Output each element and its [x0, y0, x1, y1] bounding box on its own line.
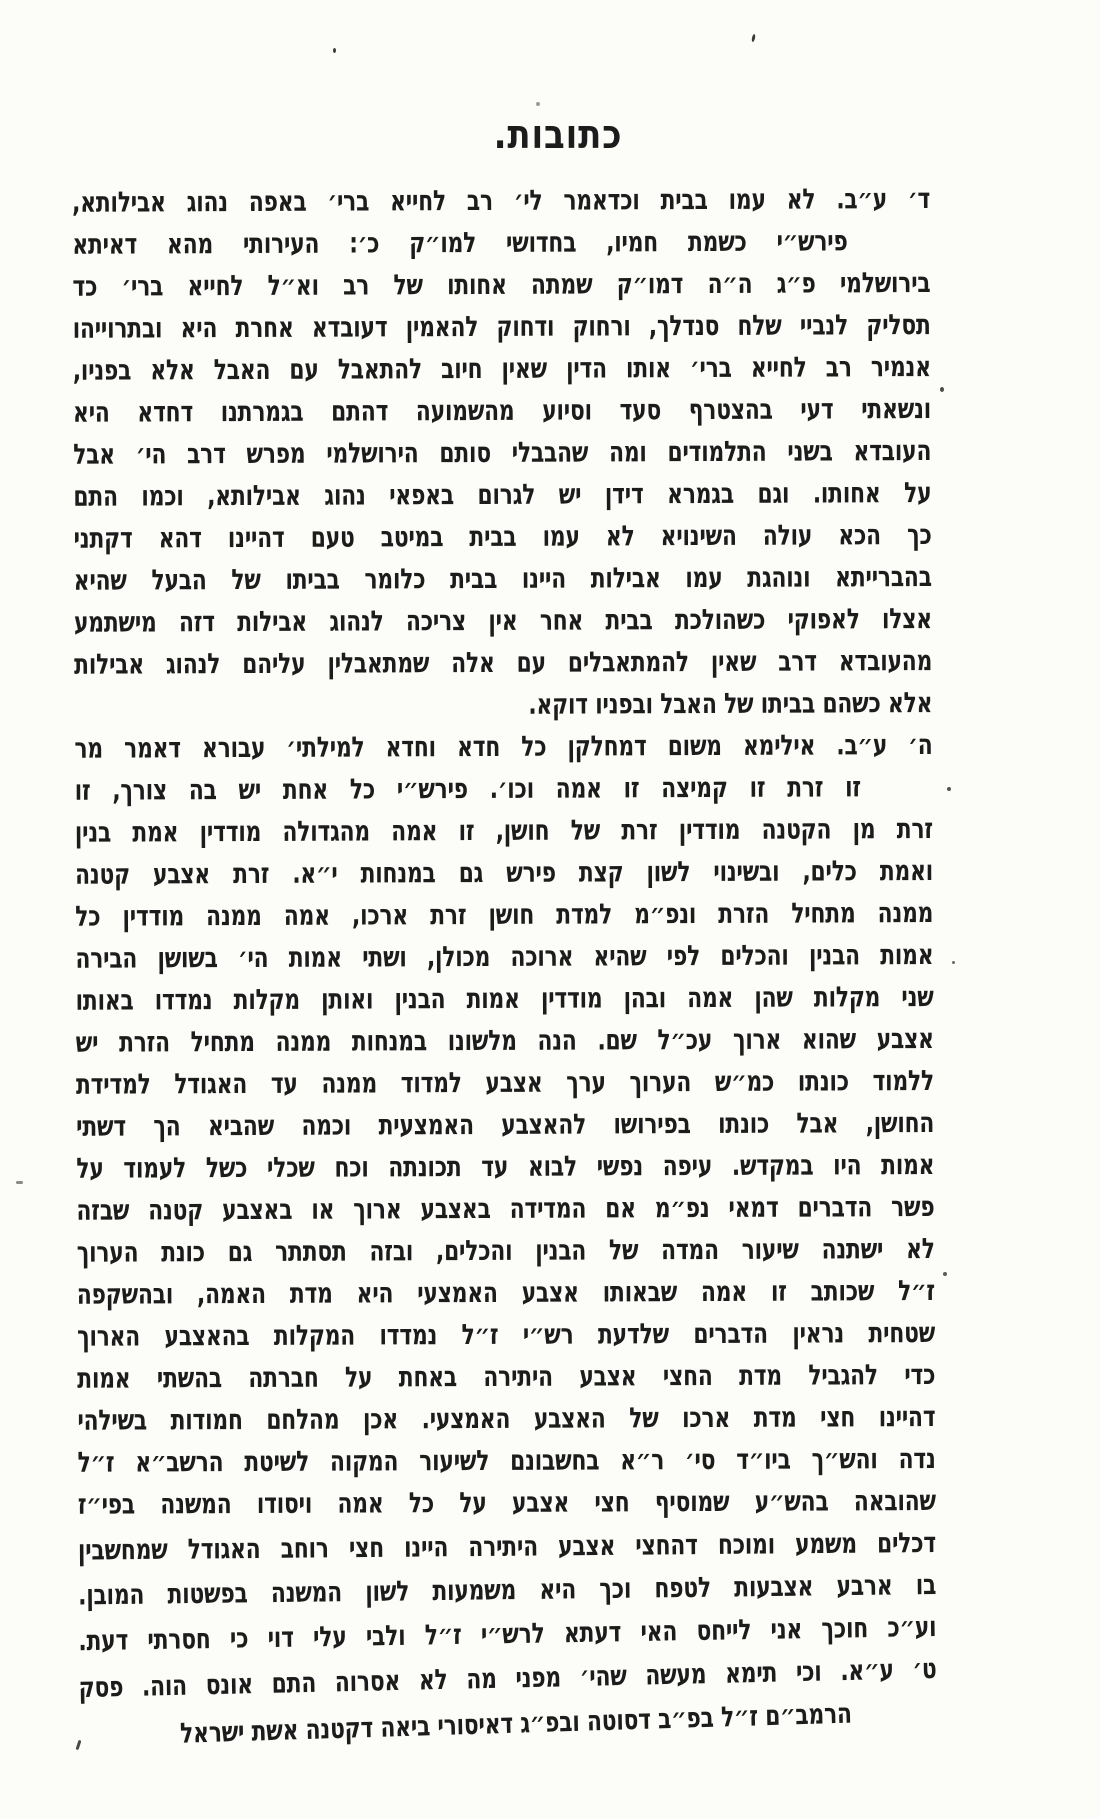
scan-speck [947, 787, 951, 791]
text-line: העובדא בשני התלמודים ומה שהבבלי סותם הירושלמי מפרש דרב הי׳ אבל [73, 433, 932, 471]
text-line: אנמיר רב לחייא ברי׳ אותו הדין שאין חיוב להתאבל עם האבל אלא בפניו, [72, 349, 931, 387]
scan-speck [940, 387, 944, 392]
text-line: אצבע שהוא ארוך עכ״ל שם. הנה מלשונו במנחות ממנה מתחיל הזרת יש [75, 1021, 934, 1059]
text-line: כך הכא עולה השינויא לא עמו בבית במיטב טעם דהיינו דהא דקתני [73, 517, 932, 555]
text-line: בהברייתא ונוהגת עמו אבילות היינו בבית כלומר בביתו של הבעל שהיא [73, 559, 932, 597]
text-line: הרמב״ם ז״ל בפ״ב דסוטה ובפ״ג דאיסורי ביאה דקטנה אשת ישראל [179, 1696, 853, 1750]
text-line: ממנה מתחיל הזרת ונפ״מ למדת חושן זרת ארכו, אמה ממנה מודדין כל [75, 895, 934, 933]
scan-speck [333, 48, 336, 53]
text-line: על אחותו. וגם בגמרא דידן יש לגרום באפאי נהוג אבילותא, וכמו התם [73, 475, 932, 513]
text-line: ה׳ ע״ב. אילימא משום דמחלקן כל חדא וחדא למילתי׳ עבורא דאמר מר [74, 727, 933, 765]
text-line: אמות היו במקדש. עיפה נפשי לבוא עד תכונתה וכח שכלי כשל לעמוד על [76, 1147, 935, 1185]
text-line: אצלו לאפוקי כשהולכת בבית אחר אין צריכה לנהוג אבילות דזה מישתמע [73, 601, 932, 639]
text-line: דהיינו חצי מדת ארכו של האצבע האמצעי. אכן מהלחם חמודות בשילהי [77, 1399, 936, 1437]
text-line: שני מקלות שהן אמה ובהן מודדין אמות הבנין ואותן מקלות נמדדו באותו [75, 979, 934, 1017]
text-line: זרת מן הקטנה מודדין זרת של חושן, זו אמה מהגדולה מודדין אמת בנין [74, 811, 933, 849]
scan-speck [536, 102, 540, 106]
text-line: החושן, אבל כונתו בפירושו להאצבע האמצעית וכמה שהביא הך דשתי [76, 1105, 935, 1143]
scan-speck [16, 1181, 23, 1184]
text-line: ד׳ ע״ב. לא עמו בבית וכדאמר לי׳ רב לחייא ברי׳ באפה נהוג אבילותא, [72, 181, 931, 219]
text-line: פשר הדברים דמאי נפ״מ אם המדידה באצבע ארוך או באצבע קטנה שבזה [76, 1189, 935, 1227]
scan-speck [751, 34, 756, 42]
text-line: כדי להגביל מדת החצי אצבע היתירה באחת על חברתה בהשתי אמות [77, 1357, 936, 1395]
text-block [72, 178, 937, 1750]
text-line: בירושלמי פ״ג ה״ה דמו״ק שמתה אחותו של רב וא״ל לחייא ברי׳ כד [72, 265, 931, 303]
text-line: אמות הבנין והכלים לפי שהיא ארוכה מכולן, ושתי אמות הי׳ בשושן הבירה [75, 937, 934, 975]
text-line: דכלים משמע ומוכח דהחצי אצבע היתירה היינו חצי רוחב האגודל שמחשבין [77, 1525, 937, 1567]
text-line: שטחית נראין הדברים שלדעת רש״י ז״ל נמדדו המקלות בהאצבע הארוך [76, 1315, 936, 1353]
text-line: ללמוד כונתו כמ״ש הערוך ערך אצבע למדוד ממנה עד האגודל למדידת [75, 1063, 935, 1101]
text-line: ז״ל שכותב זו אמה שבאותו אצבע האמצעי היא מדת האמה, ובהשקפה [76, 1273, 935, 1311]
text-line: תסליק לנביי שלח סנדלך, ורחוק ודחוק להאמין דעובדא אחרת היא ובתרוייהו [72, 307, 931, 345]
text-line: ונשאתי דעי בהצטרף סעד וסיוע מהשמועה דהתם בגמרתנו דחדא היא [72, 391, 932, 429]
page-title: כתובות. [493, 112, 623, 158]
text-line: נדה והש״ך ביו״ד סי׳ ר״א בחשבונם לשיעור המקוה לשיטת הרשב״א ז״ל [77, 1441, 936, 1479]
text-line: פירש״י כשמת חמיו, בחדושי למו״ק כ׳: העירותי מהא דאיתא [72, 224, 848, 261]
scan-speck [952, 961, 955, 964]
text-line: מהעובדא דרב שאין להמתאבלים עם אלה שמתאבלין עליהם לנהוג אבילות [74, 643, 933, 681]
text-line: אלא כשהם בביתו של האבל ובפניו דוקא. [528, 685, 933, 721]
text-line: שהובאה בהש״ע שמוסיף חצי אצבע על כל אמה ויסודו המשנה בפי״ז [77, 1483, 936, 1521]
text-line: בו ארבע אצבעות לטפח וכך היא משמעות לשון המשנה בפשטות המובן. [78, 1567, 937, 1612]
scan-speck [943, 1272, 947, 1276]
text-line: זו זרת זו קמיצה זו אמה וכו׳. פירש״י כל אחת יש בה צורך, זו [74, 770, 861, 807]
text-line: ואמת כלים, ובשינוי לשון קצת פירש גם במנחות י״א. זרת אצבע קטנה [74, 853, 934, 891]
text-line: וע״כ חוכך אני לייחס האי דעתא לרש״י ז״ל ולבי עלי דוי כי חסרתי דעת. [78, 1609, 937, 1658]
text-line: לא ישתנה שיעור המדה של הבנין והכלים, ובזה תסתתר גם כונת הערוך [76, 1231, 935, 1269]
text-line: ט׳ ע״א. וכי תימא מעשה שהי׳ מפני מה לא אסרוה התם אונס הוה. פסק [78, 1651, 937, 1705]
